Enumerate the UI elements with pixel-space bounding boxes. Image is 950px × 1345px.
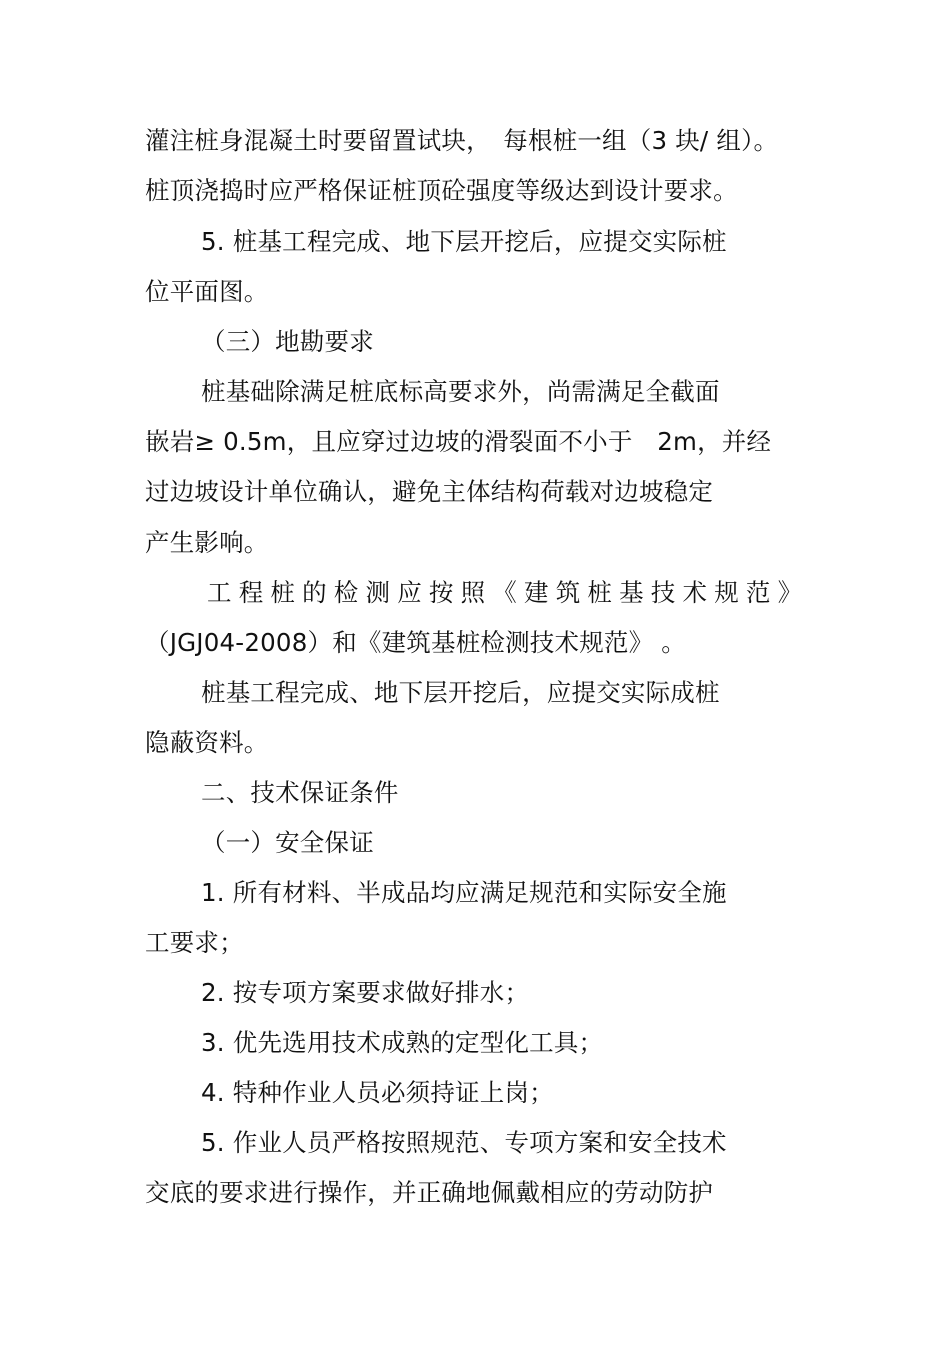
text-line-18: 2. 按专项方案要求做好排水； (201, 978, 530, 1007)
text-line-13: 隐蔽资料。 (145, 728, 269, 757)
section-heading-technical-assurance: 二、技术保证条件 (201, 778, 399, 807)
text-line-22: 交底的要求进行操作，并正确地佩戴相应的劳动防护 (145, 1178, 714, 1207)
text-line-16: 1. 所有材料、半成品均应满足规范和实际安全施 (201, 878, 727, 907)
text-line-3: 5. 桩基工程完成、地下层开挖后，应提交实际桩 (201, 227, 727, 256)
section-heading-safety: （一）安全保证 (201, 828, 374, 857)
text-line-10: 工程桩的检测应按照《建筑桩基技术规范》 (207, 578, 810, 607)
text-line-11: （JGJ04-2008）和《建筑基桩检测技术规范》 。 (145, 628, 686, 657)
text-line-20: 4. 特种作业人员必须持证上岗； (201, 1078, 554, 1107)
text-line-19: 3. 优先选用技术成熟的定型化工具； (201, 1028, 604, 1057)
text-line-1: 灌注桩身混凝土时要留置试块， 每根桩一组（3 块/ 组）。 (145, 126, 779, 155)
text-line-9: 产生影响。 (145, 528, 269, 557)
text-line-21: 5. 作业人员严格按照规范、专项方案和安全技术 (201, 1128, 727, 1157)
text-line-8: 过边坡设计单位确认，避免主体结构荷载对边坡稳定 (145, 477, 714, 506)
text-line-17: 工要求； (145, 928, 244, 957)
text-line-7: 嵌岩≥ 0.5m，且应穿过边坡的滑裂面不小于 2m，并经 (145, 427, 772, 456)
text-line-4: 位平面图。 (145, 277, 269, 306)
section-heading-geotechnical: （三）地勘要求 (201, 327, 374, 356)
text-line-12: 桩基工程完成、地下层开挖后，应提交实际成桩 (201, 678, 720, 707)
text-line-2: 桩顶浇捣时应严格保证桩顶砼强度等级达到设计要求。 (145, 176, 738, 205)
text-line-6: 桩基础除满足桩底标高要求外，尚需满足全截面 (201, 377, 720, 406)
